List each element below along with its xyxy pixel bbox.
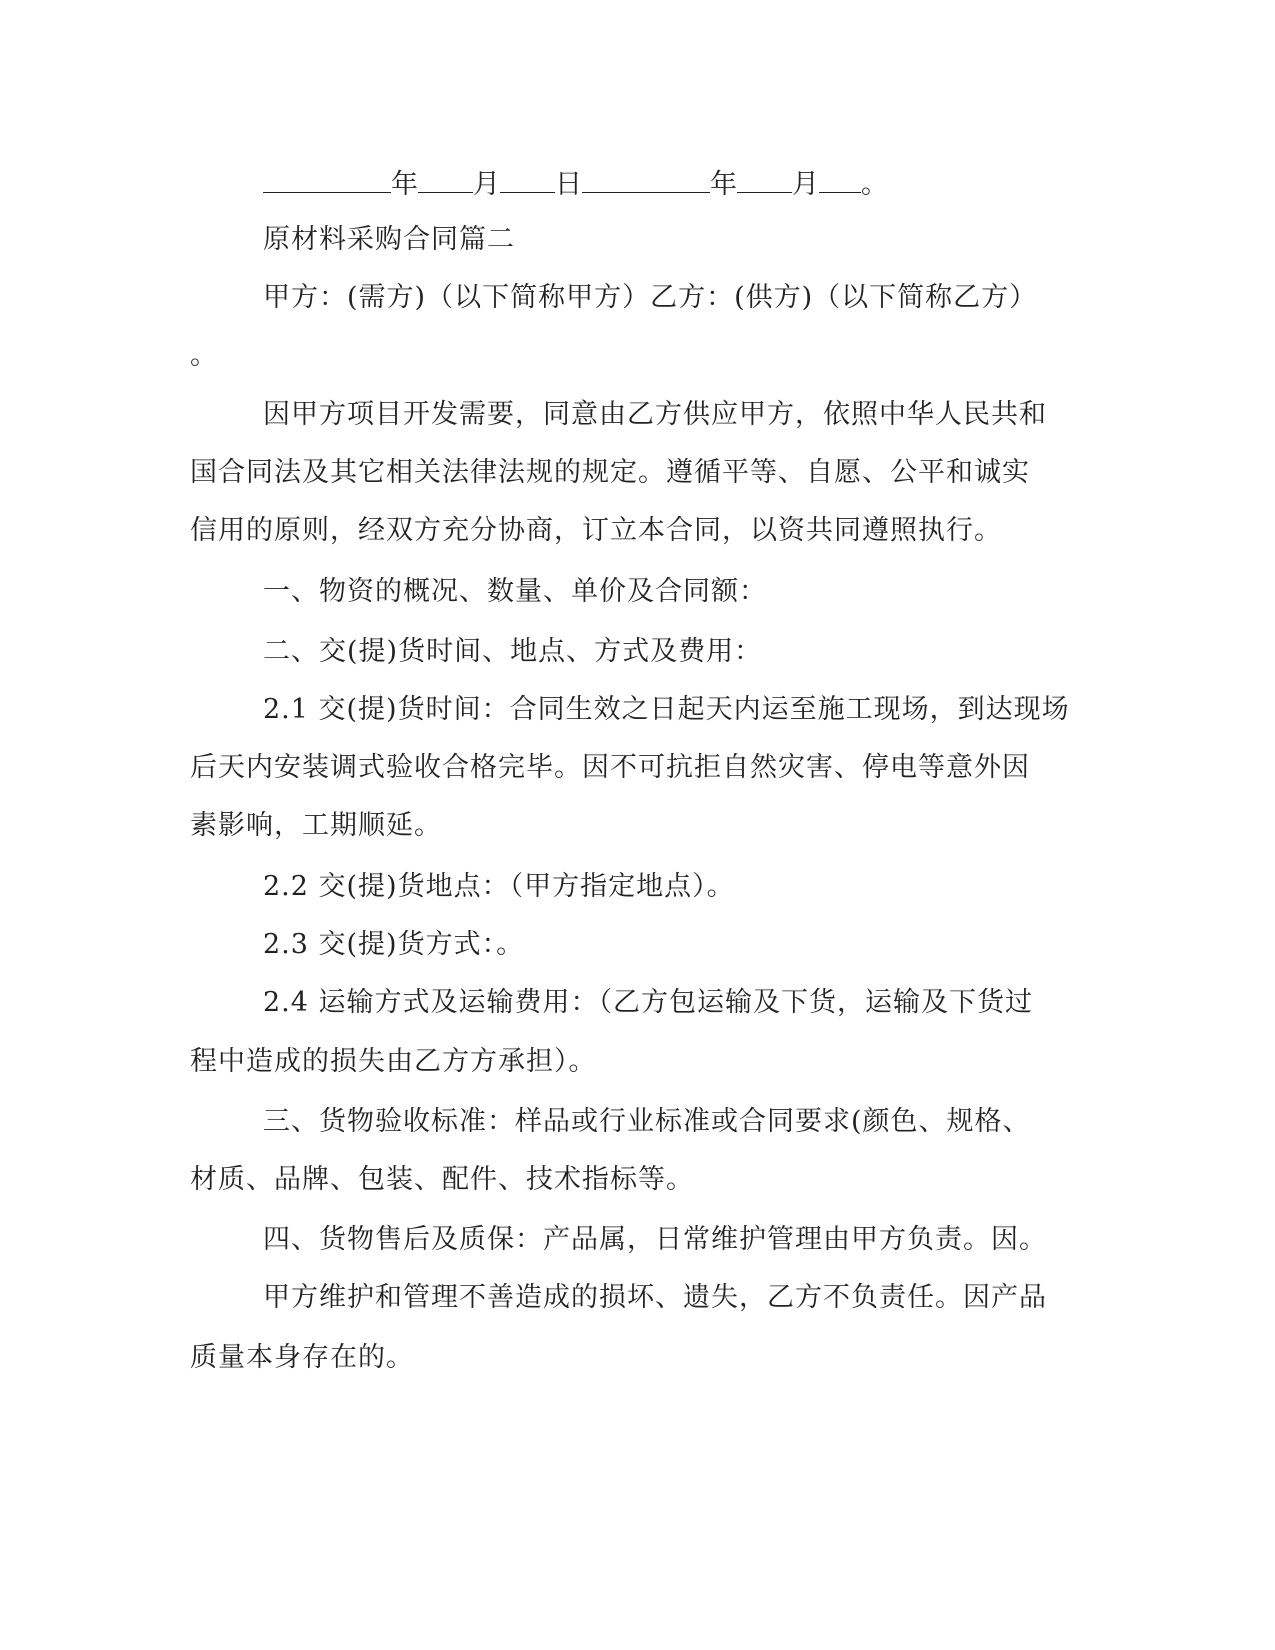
clause-2-3: 2.3 交(提)货方式：。 xyxy=(263,929,525,960)
preamble-line-1: 因甲方项目开发需要，同意由乙方供应甲方，依照中华人民共和 xyxy=(263,399,1047,430)
end-year-blank xyxy=(582,162,710,193)
end-month-blank xyxy=(737,162,792,193)
clause-2-2: 2.2 交(提)货地点：（甲方指定地点）。 xyxy=(263,871,735,902)
clause-3-line-2: 材质、品牌、包装、配件、技术指标等。 xyxy=(190,1164,694,1195)
clause-1-heading: 一、物资的概况、数量、单价及合同额： xyxy=(263,576,767,607)
clause-2-4-line-1: 2.4 运输方式及运输费用：（乙方包运输及下货，运输及下货过 xyxy=(263,987,1034,1018)
clause-2-4-line-2: 程中造成的损失由乙方方承担）。 xyxy=(190,1046,597,1077)
clause-2-1-line-3: 素影响，工期顺延。 xyxy=(190,810,442,841)
end-year-label: 年 xyxy=(710,169,737,200)
day-blank xyxy=(500,162,555,193)
clause-4-line-1: 四、货物售后及质保：产品属，日常维护管理由甲方负责。因。 xyxy=(263,1224,1047,1255)
end-day-blank xyxy=(819,162,861,193)
year-label: 年 xyxy=(391,169,418,200)
clause-4-line-2: 甲方维护和管理不善造成的损坏、遗失，乙方不负责任。因产品 xyxy=(263,1282,1047,1313)
clause-4-line-3: 质量本身存在的。 xyxy=(190,1342,414,1373)
preamble-line-3: 信用的原则，经双方充分协商，订立本合同，以资共同遵照执行。 xyxy=(190,515,1002,546)
preamble-line-2: 国合同法及其它相关法律法规的规定。遵循平等、自愿、公平和诚实 xyxy=(190,457,1030,488)
parties-line: 甲方：(需方)（以下简称甲方）乙方：(供方)（以下简称乙方） xyxy=(263,282,1038,313)
end-period: 。 xyxy=(861,169,888,200)
month-label: 月 xyxy=(473,169,500,200)
month-blank xyxy=(418,162,473,193)
year-blank xyxy=(263,162,391,193)
parties-line-end: 。 xyxy=(190,340,218,371)
clause-2-1-line-1: 2.1 交(提)货时间：合同生效之日起天内运至施工现场，到达现场 xyxy=(263,694,1070,725)
day-label: 日 xyxy=(555,169,582,200)
section-heading: 原材料采购合同篇二 xyxy=(263,224,515,255)
clause-2-1-line-2: 后天内安装调式验收合格完毕。因不可抗拒自然灾害、停电等意外因 xyxy=(190,752,1030,783)
clause-3-line-1: 三、货物验收标准：样品或行业标准或合同要求(颜色、规格、 xyxy=(263,1106,1031,1137)
end-month-label: 月 xyxy=(792,169,819,200)
clause-2-heading: 二、交(提)货时间、地点、方式及费用： xyxy=(263,636,763,667)
date-range-line xyxy=(190,162,1163,205)
